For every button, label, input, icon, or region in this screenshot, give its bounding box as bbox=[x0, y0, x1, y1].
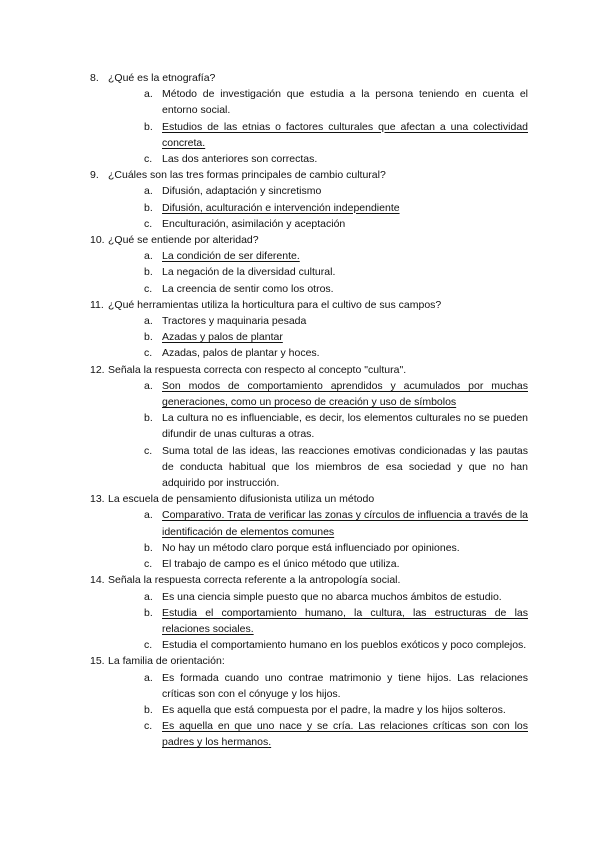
option-item-correct bbox=[144, 200, 528, 216]
option-item bbox=[144, 443, 528, 492]
option-text: Comparativo. Trata de verificar las zonas y círculos de influencia a través de la identificación de elementos comunes bbox=[162, 509, 528, 538]
question-number: 15. bbox=[90, 655, 105, 668]
option-item bbox=[144, 702, 528, 718]
option-text: Estudia el comportamiento humano en los pueblos exóticos y poco complejos. bbox=[162, 639, 527, 652]
option-text: La negación de la diversidad cultural. bbox=[162, 266, 336, 279]
question-item bbox=[90, 653, 528, 750]
question-number: 10. bbox=[90, 234, 105, 247]
option-letter: b. bbox=[144, 606, 153, 619]
option-item bbox=[144, 637, 528, 653]
option-list bbox=[108, 248, 528, 297]
option-letter: c. bbox=[144, 720, 153, 733]
question-number: 9. bbox=[90, 169, 99, 182]
option-text: La creencia de sentir como los otros. bbox=[162, 282, 334, 295]
question-item bbox=[90, 167, 528, 232]
question-number: 14. bbox=[90, 574, 105, 587]
option-text: Difusión, aculturación e intervención independiente bbox=[162, 201, 400, 214]
question-text: La familia de orientación: bbox=[108, 655, 225, 668]
option-letter: b. bbox=[144, 331, 153, 344]
option-letter: a. bbox=[144, 185, 153, 198]
option-item bbox=[144, 540, 528, 556]
question-number: 13. bbox=[90, 493, 105, 506]
option-letter: b. bbox=[144, 703, 153, 716]
question-text: ¿Qué herramientas utiliza la horticultura para el cultivo de sus campos? bbox=[108, 298, 442, 311]
option-text: Tractores y maquinaria pesada bbox=[162, 315, 307, 328]
option-item-correct bbox=[144, 718, 528, 750]
option-text: El trabajo de campo es el único método que utiliza. bbox=[162, 558, 400, 571]
question-item bbox=[90, 232, 528, 297]
option-text: No hay un método claro porque está influenciado por opiniones. bbox=[162, 541, 460, 554]
question-item bbox=[90, 297, 528, 362]
option-letter: c. bbox=[144, 217, 153, 230]
option-item bbox=[144, 281, 528, 297]
option-item bbox=[144, 183, 528, 199]
option-list bbox=[108, 670, 528, 751]
option-text: La cultura no es influenciable, es decir, los elementos culturales no se pueden difundir de unas culturas a otras. bbox=[162, 412, 528, 441]
option-letter: b. bbox=[144, 201, 153, 214]
question-item bbox=[90, 491, 528, 572]
option-item bbox=[144, 670, 528, 702]
question-text: ¿Qué se entiende por alteridad? bbox=[108, 234, 259, 247]
option-letter: c. bbox=[144, 153, 153, 166]
option-text: Es una ciencia simple puesto que no abarca muchos ámbitos de estudio. bbox=[162, 590, 502, 603]
option-item bbox=[144, 86, 528, 118]
option-item-correct bbox=[144, 329, 528, 345]
question-item bbox=[90, 70, 528, 167]
option-text: Son modos de comportamiento aprendidos y acumulados por muchas generaciones, como un proceso de creación y uso de símbolos bbox=[162, 379, 528, 409]
question-text: Señala la respuesta correcta referente a la antropología social. bbox=[108, 574, 401, 587]
option-letter: a. bbox=[144, 250, 153, 263]
option-text: Es aquella que está compuesta por el padre, la madre y los hijos solteros. bbox=[162, 703, 506, 716]
option-letter: c. bbox=[144, 558, 153, 571]
option-list bbox=[108, 507, 528, 572]
option-text: Las dos anteriores son correctas. bbox=[162, 153, 318, 166]
question-list bbox=[90, 70, 528, 751]
option-item-correct bbox=[144, 378, 528, 410]
question-item bbox=[90, 362, 528, 492]
option-letter: c. bbox=[144, 639, 153, 652]
option-list bbox=[108, 313, 528, 362]
option-list bbox=[108, 183, 528, 232]
option-text: Estudia el comportamiento humano, la cultura, las estructuras de las relaciones sociales. bbox=[162, 606, 528, 635]
option-list bbox=[108, 378, 528, 491]
option-text: Suma total de las ideas, las reacciones emotivas condicionadas y las pautas de conducta habitual que los miembros de esa sociedad y que no han adquirido por instrucción. bbox=[162, 444, 528, 490]
option-item-correct bbox=[144, 507, 528, 539]
option-item-correct bbox=[144, 119, 528, 151]
option-letter: a. bbox=[144, 315, 153, 328]
question-number: 8. bbox=[90, 72, 99, 84]
option-letter: b. bbox=[144, 412, 153, 425]
question-number: 12. bbox=[90, 363, 105, 376]
question-text: La escuela de pensamiento difusionista utiliza un método bbox=[108, 493, 375, 506]
option-letter: a. bbox=[144, 509, 153, 522]
option-text: Azadas y palos de plantar bbox=[162, 331, 283, 344]
option-item bbox=[144, 410, 528, 442]
option-item bbox=[144, 216, 528, 232]
option-text: Difusión, adaptación y sincretismo bbox=[162, 185, 322, 198]
option-item bbox=[144, 151, 528, 167]
question-item bbox=[90, 572, 528, 653]
option-text: La condición de ser diferente. bbox=[162, 250, 300, 263]
option-letter: a. bbox=[144, 379, 153, 392]
question-text: ¿Cuáles son las tres formas principales de cambio cultural? bbox=[108, 169, 386, 182]
option-item-correct bbox=[144, 605, 528, 637]
option-letter: c. bbox=[144, 347, 153, 360]
option-letter: c. bbox=[144, 282, 153, 295]
option-letter: c. bbox=[144, 444, 153, 457]
option-item bbox=[144, 589, 528, 605]
option-letter: b. bbox=[144, 541, 153, 554]
option-letter: a. bbox=[144, 88, 153, 101]
option-item-correct bbox=[144, 248, 528, 264]
option-letter: a. bbox=[144, 590, 153, 603]
option-letter: b. bbox=[144, 266, 153, 279]
option-text: Azadas, palos de plantar y hoces. bbox=[162, 347, 320, 360]
option-item bbox=[144, 345, 528, 361]
option-list bbox=[108, 589, 528, 654]
option-item bbox=[144, 313, 528, 329]
option-item bbox=[144, 264, 528, 280]
option-text: Es formada cuando uno contrae matrimonio y tiene hijos. Las relaciones críticas son con el cónyuge y los hijos. bbox=[162, 671, 528, 700]
option-list bbox=[108, 86, 528, 167]
option-item bbox=[144, 556, 528, 572]
option-letter: b. bbox=[144, 120, 153, 133]
option-text: Es aquella en que uno nace y se cría. Las relaciones críticas son con los padres y los hermanos. bbox=[162, 720, 528, 749]
option-letter: a. bbox=[144, 671, 153, 684]
question-number: 11. bbox=[90, 298, 104, 311]
option-text: Enculturación, asimilación y aceptación bbox=[162, 217, 346, 230]
option-text: Estudios de las etnias o factores culturales que afectan a una colectividad concreta. bbox=[162, 120, 528, 149]
option-text: Método de investigación que estudia a la persona teniendo en cuenta el entorno social. bbox=[162, 88, 528, 117]
question-text: Señala la respuesta correcta con respecto al concepto "cultura". bbox=[108, 363, 407, 376]
question-text: ¿Qué es la etnografía? bbox=[108, 72, 216, 84]
